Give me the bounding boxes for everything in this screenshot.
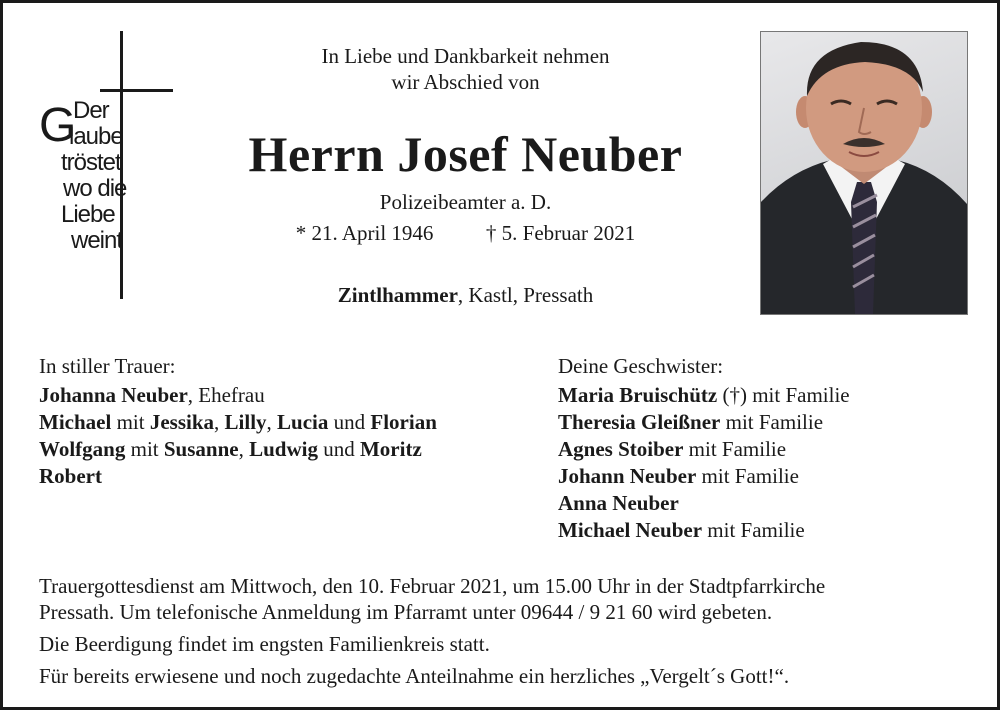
mourner-name: Jessika — [149, 410, 215, 434]
connector-text: , — [238, 437, 250, 461]
list-item — [558, 436, 850, 463]
mourner-name: Michael — [39, 410, 112, 434]
list-item — [39, 463, 437, 490]
mourner-relation: , Ehefrau — [187, 383, 265, 407]
deceased-title: Polizeibeamter a. D. — [379, 190, 552, 214]
funeral-info — [39, 573, 979, 689]
sibling-suffix: mit Familie — [696, 464, 799, 488]
list-item — [558, 517, 850, 544]
intro-line-2: wir Abschied von — [391, 70, 540, 94]
verse-initial: G — [39, 99, 77, 152]
list-item — [558, 409, 850, 436]
sibling-name: Maria Bruischütz — [558, 383, 718, 407]
intro-line-1: In Liebe und Dankbarkeit nehmen — [321, 44, 610, 68]
sibling-name: Michael Neuber — [558, 518, 703, 542]
list-item — [39, 382, 437, 409]
places — [193, 283, 738, 308]
verse-line-4: wo die — [63, 175, 127, 202]
burial-line: Die Beerdigung findet im engsten Familienkreis statt. — [39, 632, 490, 656]
connector-text: , — [266, 410, 278, 434]
deceased-name: Herrn Josef Neuber — [248, 126, 683, 182]
connector-text: , — [214, 410, 225, 434]
sibling-suffix: (†) mit Familie — [717, 383, 850, 407]
connector-text: und — [317, 437, 360, 461]
sibling-suffix: mit Familie — [720, 410, 824, 434]
thanks-line: Für bereits erwiesene und noch zugedachte Anteilnahme ein herzliches „Vergelt´s Gott!“. — [39, 664, 790, 688]
verse-line-6: weint — [71, 227, 123, 254]
cross-bar — [100, 89, 173, 92]
portrait-photo — [760, 31, 968, 315]
mourner-name: Moritz — [359, 437, 422, 461]
portrait-icon — [761, 32, 967, 314]
mourner-name: Ludwig — [249, 437, 318, 461]
birth-date: * 21. April 1946 — [295, 221, 434, 245]
mourner-name: Lilly — [224, 410, 267, 434]
sibling-name: Theresia Gleißner — [558, 410, 721, 434]
list-item — [39, 409, 437, 436]
sibling-name: Anna Neuber — [558, 491, 679, 515]
connector-text: mit — [111, 410, 150, 434]
place-rest: , Kastl, Pressath — [457, 283, 594, 307]
connector-text: mit — [125, 437, 164, 461]
death-date: † 5. Februar 2021 — [485, 221, 636, 245]
mourner-name: Lucia — [277, 410, 329, 434]
connector-text: und — [328, 410, 371, 434]
mourner-name: Wolfgang — [39, 437, 126, 461]
place-main: Zintlhammer — [337, 283, 458, 307]
mourner-name: Florian — [370, 410, 437, 434]
verse-line-1: Der — [73, 97, 109, 124]
service-line-1: Trauergottesdienst am Mittwoch, den 10. Februar 2021, um 15.00 Uhr in der Stadtpfarrkirche — [39, 574, 826, 598]
sibling-name: Agnes Stoiber — [558, 437, 684, 461]
verse-line-2: laube — [69, 123, 123, 150]
siblings-list — [558, 353, 850, 544]
mourners-list — [39, 353, 437, 490]
life-dates — [193, 221, 738, 246]
sibling-suffix: mit Familie — [683, 437, 787, 461]
cross-verse-block — [33, 29, 178, 301]
list-item — [39, 436, 437, 463]
verse-line-3: tröstet — [61, 149, 121, 176]
list-item — [558, 463, 850, 490]
mourners-heading: In stiller Trauer: — [39, 354, 176, 378]
verse-line-5: Liebe — [61, 201, 115, 228]
list-item — [558, 490, 850, 517]
siblings-heading: Deine Geschwister: — [558, 354, 724, 378]
list-item — [558, 382, 850, 409]
mourner-name: Johanna Neuber — [39, 383, 188, 407]
mourner-name: Robert — [39, 464, 102, 488]
mourner-name: Susanne — [163, 437, 239, 461]
sibling-suffix: mit Familie — [702, 518, 805, 542]
sibling-name: Johann Neuber — [558, 464, 697, 488]
service-line-2: Pressath. Um telefonische Anmeldung im Pfarramt unter 09644 / 9 21 60 wird gebeten. — [39, 600, 773, 624]
